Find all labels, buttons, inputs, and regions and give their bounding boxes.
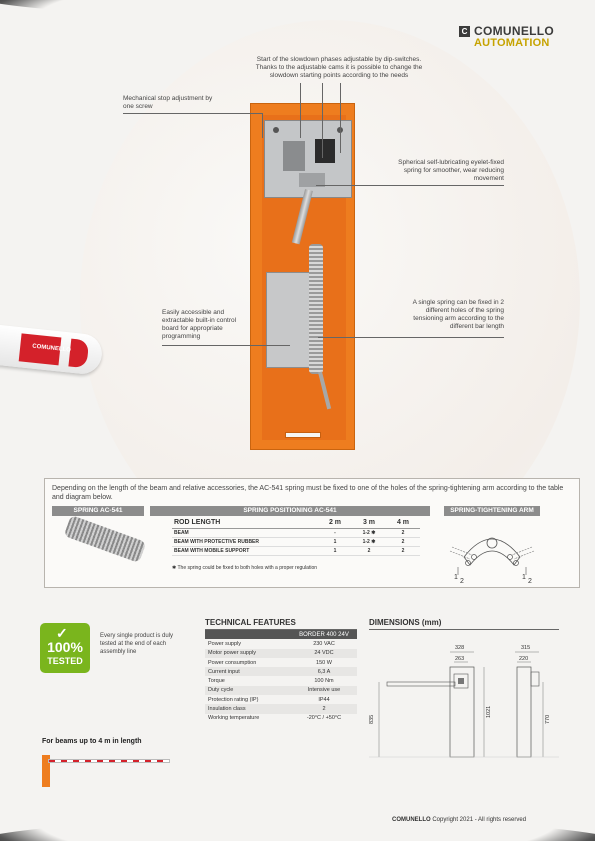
cell: 1-2 ✱ xyxy=(352,528,386,537)
arm-label: 2 xyxy=(528,578,532,585)
badge-percent: 100% xyxy=(47,639,83,655)
row-label: BEAM WITH PROTECTIVE RUBBER xyxy=(172,537,318,546)
cell: 1-2 ✱ xyxy=(352,537,386,546)
arm-label: 1 xyxy=(522,574,526,581)
tech-key: Power supply xyxy=(208,640,242,647)
dim-label: 328 xyxy=(455,645,465,651)
brand-name-bottom: AUTOMATION xyxy=(474,37,550,49)
tech-key: Torque xyxy=(208,678,225,685)
tech-value: 2 xyxy=(291,704,357,713)
copyright-text: Copyright 2021 - All rights reserved xyxy=(430,817,527,823)
table-header: SPRING POSITIONING AC-541 xyxy=(150,506,430,516)
column-header: 3 m xyxy=(352,518,386,528)
tech-key: Duty cycle xyxy=(205,686,291,695)
table-row xyxy=(205,695,357,704)
tech-value: 100 Nm xyxy=(314,678,334,685)
tech-key: Insulation class xyxy=(205,704,291,713)
tech-model: BORDER 400 24V xyxy=(291,630,357,639)
column-header: 2 m xyxy=(318,518,352,528)
tech-key: Working temperature xyxy=(208,715,260,722)
copyright-brand: COMUNELLO xyxy=(392,817,431,823)
table-row xyxy=(205,676,357,685)
mechanism-plate xyxy=(264,120,352,198)
dim-label: 263 xyxy=(455,656,465,662)
callout-single-spring: A single spring can be fixed in 2 different holes of the spring tensioning arm according to the different bar length xyxy=(412,299,504,330)
tech-value: 6,3 A xyxy=(291,667,357,676)
badge-tested: TESTED xyxy=(47,656,83,666)
brand-name-top: COMUNELLO xyxy=(474,24,555,38)
header-swoosh xyxy=(0,0,595,18)
cell: - xyxy=(318,528,352,537)
tech-value: 24 VDC xyxy=(291,649,357,658)
table-header-row xyxy=(172,518,420,528)
dim-label: 835 xyxy=(369,714,375,724)
dimensions-divider xyxy=(369,629,559,630)
positioning-intro: Depending on the length of the beam and relative accessories, the AC-541 spring must be fixed to one of the holes of the spring-tightening arm according to the table and diagram below. xyxy=(52,485,564,501)
arm-label: 2 xyxy=(460,578,464,585)
table-row xyxy=(172,546,420,555)
table-row xyxy=(205,667,357,676)
dimensions-title: DIMENSIONS (mm) xyxy=(369,618,442,627)
table-row xyxy=(205,649,357,658)
arm-header: SPRING-TIGHTENING ARM xyxy=(444,506,540,516)
cell: 2 xyxy=(386,528,420,537)
tech-key: Current input xyxy=(205,667,291,676)
table-row xyxy=(172,528,420,537)
spring-arm-diagram xyxy=(444,517,540,585)
tested-badge xyxy=(40,623,90,673)
table-row xyxy=(205,658,357,667)
table-row xyxy=(205,714,357,723)
table-row xyxy=(172,537,420,546)
cell: 1 xyxy=(318,537,352,546)
quality-statement: Every single product is duly tested at the end of each assembly line xyxy=(100,633,174,655)
dim-label: 315 xyxy=(521,645,531,651)
cell: 2 xyxy=(352,546,386,555)
tech-value: 150 W xyxy=(316,659,332,666)
table-row xyxy=(205,639,357,648)
brand-mark-icon: C xyxy=(459,26,470,37)
cabinet-slot xyxy=(285,432,321,438)
tech-value: 230 VAC xyxy=(313,640,335,647)
positioning-note: ✱ The spring could be fixed to both holes with a proper regulation xyxy=(172,565,318,571)
copyright xyxy=(392,817,526,823)
tech-table xyxy=(205,630,357,723)
small-beam-icon xyxy=(48,759,170,763)
tech-value: IP44 xyxy=(318,696,330,703)
cell: 1 xyxy=(318,546,352,555)
brand-logo xyxy=(459,24,569,50)
tech-title: TECHNICAL FEATURES xyxy=(205,618,296,627)
callout-mechanical-stop: Mechanical stop adjustment by one screw xyxy=(123,95,213,110)
beam-brand-text: COMUNELLO xyxy=(31,343,72,354)
balancing-spring xyxy=(309,244,323,374)
tech-value: Intensive use xyxy=(291,686,357,695)
dim-label: 770 xyxy=(545,714,551,724)
tech-key: Motor power supply xyxy=(205,649,291,658)
table-row xyxy=(205,686,357,695)
spring-positioning-table xyxy=(172,518,420,556)
callout-slowdown: Start of the slowdown phases adjustable by dip-switches. Thanks to the adjustable cams it is possible to change the slowdown starting points according to the needs xyxy=(255,56,423,79)
tech-value: -20°C / +50°C xyxy=(306,715,342,722)
cell: 2 xyxy=(386,537,420,546)
spring-header: SPRING AC-541 xyxy=(52,506,144,516)
dim-label: 220 xyxy=(519,656,529,662)
row-label: BEAM xyxy=(172,528,318,537)
dimensions-drawing xyxy=(369,632,559,767)
beam-length-label: For beams up to 4 m in length xyxy=(42,738,142,745)
row-label: BEAM WITH MOBILE SUPPORT xyxy=(172,546,318,555)
column-header: 4 m xyxy=(386,518,420,528)
dim-label: 1021 xyxy=(486,705,492,718)
tech-key: Power consumption xyxy=(208,659,257,666)
callout-spherical-eyelet: Spherical self-lubricating eyelet-fixed spring for smoother, wear reducing movement xyxy=(398,159,504,182)
arm-label: 1 xyxy=(454,574,458,581)
checkmark-icon: ✓ xyxy=(56,625,68,641)
table-row xyxy=(205,704,357,713)
tech-head-row xyxy=(205,630,357,639)
callout-control-board: Easily accessible and extractable built-in control board for appropriate programming xyxy=(162,309,237,340)
cell: 2 xyxy=(386,546,420,555)
tech-key: Protection rating (IP) xyxy=(208,696,259,703)
column-header: ROD LENGTH xyxy=(172,518,318,528)
